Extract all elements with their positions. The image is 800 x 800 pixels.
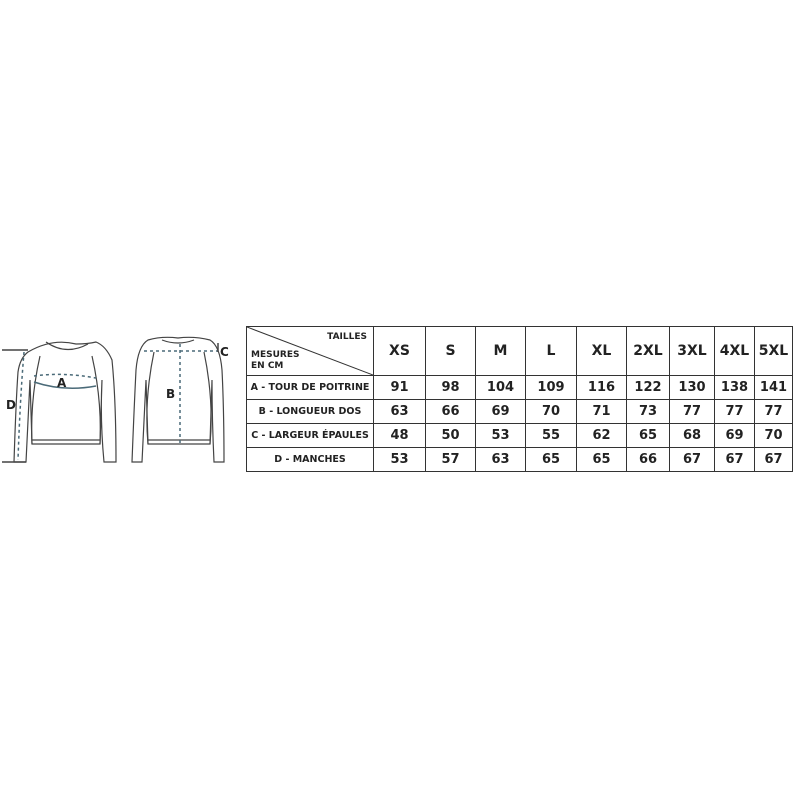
- table-cell: 138: [715, 376, 755, 400]
- table-cell: 68: [670, 424, 715, 448]
- table-cell: 57: [426, 448, 476, 472]
- table-cell: 69: [715, 424, 755, 448]
- table-cell: 98: [426, 376, 476, 400]
- table-cell: 65: [526, 448, 577, 472]
- row-label-sleeves: D - MANCHES: [247, 448, 374, 472]
- table-row: [247, 424, 793, 448]
- table-cell: 67: [670, 448, 715, 472]
- size-header-s: S: [426, 327, 476, 376]
- measure-c-letter: C: [220, 345, 229, 359]
- table-row: [247, 376, 793, 400]
- measure-a-letter: A: [57, 376, 67, 390]
- table-cell: 53: [476, 424, 526, 448]
- table-cell: 66: [627, 448, 670, 472]
- table-cell: 91: [374, 376, 426, 400]
- shirt-front-drawing: [14, 342, 116, 462]
- size-header-xs: XS: [374, 327, 426, 376]
- table-cell: 67: [715, 448, 755, 472]
- table-cell: 116: [577, 376, 627, 400]
- table-cell: 122: [627, 376, 670, 400]
- table-cell: 63: [476, 448, 526, 472]
- table-cell: 67: [755, 448, 793, 472]
- row-label-back-length: B - LONGUEUR DOS: [247, 400, 374, 424]
- table-cell: 109: [526, 376, 577, 400]
- table-cell: 73: [627, 400, 670, 424]
- table-cell: 77: [670, 400, 715, 424]
- size-header-4xl: 4XL: [715, 327, 755, 376]
- table-row: [247, 400, 793, 424]
- size-header-xl: XL: [577, 327, 627, 376]
- table-cell: 66: [426, 400, 476, 424]
- table-cell: 69: [476, 400, 526, 424]
- table-cell: 62: [577, 424, 627, 448]
- table-cell: 55: [526, 424, 577, 448]
- measures-header-line-1: MESURES: [251, 350, 300, 360]
- size-header-2xl: 2XL: [627, 327, 670, 376]
- garment-illustration: [0, 0, 240, 800]
- table-cell: 63: [374, 400, 426, 424]
- measures-header-label: [251, 350, 299, 372]
- table-cell: 53: [374, 448, 426, 472]
- size-header-5xl: 5XL: [755, 327, 793, 376]
- table-cell: 70: [755, 424, 793, 448]
- table-header-row: [247, 327, 793, 376]
- size-header-m: M: [476, 327, 526, 376]
- size-header-3xl: 3XL: [670, 327, 715, 376]
- measure-d-letter: D: [6, 398, 16, 412]
- row-label-chest: A - TOUR DE POITRINE: [247, 376, 374, 400]
- table-cell: 65: [577, 448, 627, 472]
- table-cell: 71: [577, 400, 627, 424]
- table-cell: 50: [426, 424, 476, 448]
- table-cell: 48: [374, 424, 426, 448]
- shirt-back-drawing: [132, 337, 224, 462]
- table-cell: 141: [755, 376, 793, 400]
- table-corner-cell: [247, 327, 374, 376]
- size-chart-table: [246, 326, 793, 472]
- measure-b-letter: B: [166, 387, 176, 401]
- table-cell: 130: [670, 376, 715, 400]
- sizes-header-label: TAILLES: [327, 332, 367, 342]
- row-label-shoulder-width: C - LARGEUR ÉPAULES: [247, 424, 374, 448]
- table-row: [247, 448, 793, 472]
- measures-header-line-2: EN CM: [251, 361, 284, 371]
- table-cell: 77: [715, 400, 755, 424]
- table-cell: 77: [755, 400, 793, 424]
- table-cell: 65: [627, 424, 670, 448]
- size-header-l: L: [526, 327, 577, 376]
- table-cell: 104: [476, 376, 526, 400]
- table-cell: 70: [526, 400, 577, 424]
